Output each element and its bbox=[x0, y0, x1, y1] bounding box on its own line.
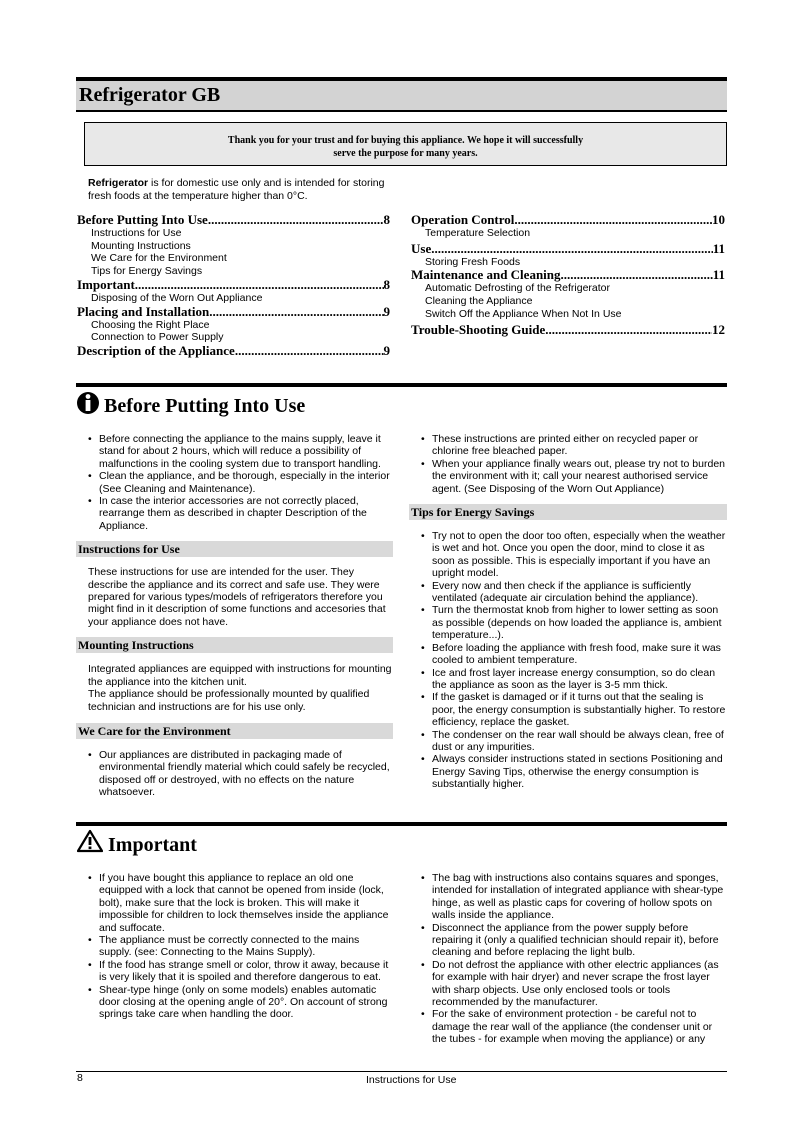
toc-sub[interactable]: Cleaning the Appliance bbox=[425, 295, 533, 308]
toc-sub[interactable]: Choosing the Right Place bbox=[91, 318, 210, 331]
list-item: • In case the interior accessories are not correctly placed, rearrange them as described in chapter Description of the Appliance. bbox=[88, 495, 393, 532]
toc-left bbox=[77, 213, 390, 358]
list-item: • If you have bought this appliance to replace an old one equipped with a lock that cannot be opened from inside (lock, bolt), make sure that the lock is broken. This will make it impossible for children to lock themselves inside the appliance and suffocate. bbox=[88, 872, 393, 934]
thank-you-line-1: Thank you for your trust and for buying this appliance. We hope it will successfully bbox=[227, 135, 584, 146]
list-item: • The bag with instructions also contains squares and sponges, intended for installation of integrated appliance with shear-type hinge, as well as plastic caps for covering of hollow spots on walls inside the appliance. bbox=[421, 872, 727, 922]
intro-bold: Refrigerator bbox=[88, 177, 149, 189]
important-left-column bbox=[76, 872, 393, 1021]
list-item: • Clean the appliance, and be thorough, especially in the interior (See Cleaning and Maintenance). bbox=[88, 470, 393, 495]
list-item: • If the food has strange smell or color, throw it away, because it is very likely that it is spoiled and therefore dangerous to eat. bbox=[88, 959, 393, 984]
list-item: • The appliance must be correctly connected to the mains supply. (see: Connecting to the Mains Supply). bbox=[88, 934, 393, 959]
toc-entry[interactable]: Description of the Appliance ..... 9 bbox=[77, 344, 390, 358]
toc-sub[interactable]: Disposing of the Worn Out Appliance bbox=[91, 291, 263, 304]
page-number: 8 bbox=[77, 1072, 83, 1084]
toc-right bbox=[411, 213, 725, 337]
info-icon bbox=[77, 390, 99, 421]
list-item: • Our appliances are distributed in packaging made of environmental friendly material which could safely be recycled, disposed off or destroyed, with no effects on the nature whatsoever. bbox=[88, 749, 393, 799]
list-item: • Before loading the appliance with fresh food, make sure it was cooled to ambient temperature. bbox=[421, 642, 727, 667]
toc-entry[interactable]: Use ..... 11 bbox=[411, 242, 725, 256]
list-item: • Shear-type hinge (only on some models) enables automatic door closing at the opening angle of 20°. On account of strong springs take care when handling the door. bbox=[88, 984, 393, 1021]
section-heading-important: Important bbox=[108, 834, 197, 856]
subheading-instructions: Instructions for Use bbox=[76, 541, 393, 557]
list-item: • Before connecting the appliance to the mains supply, leave it stand for about 2 hours, which will reduce a possibility of malfunctions in the cooling system due to transport handling. bbox=[88, 433, 393, 470]
list-item: • Do not defrost the appliance with other electric appliances (as for example with hair dryer) and never scrape the frost layer with sharp objects. Use only enclosed tools or tools recommended by the manufacturer. bbox=[421, 959, 727, 1009]
list-item: • For the sake of environment protection - be careful not to damage the rear wall of the appliance (the condenser unit or the tubes - for example when moving the appliance) or any bbox=[421, 1008, 727, 1045]
toc-sub[interactable]: We Care for the Environment bbox=[91, 252, 227, 265]
toc-entry[interactable]: Maintenance and Cleaning ..... 11 bbox=[411, 268, 725, 282]
toc-sub[interactable]: Tips for Energy Savings bbox=[91, 265, 203, 278]
list-item: • Every now and then check if the appliance is sufficiently ventilated (adequate air circulation behind the appliance). bbox=[421, 580, 727, 605]
footer-rule bbox=[76, 1071, 727, 1072]
section-heading-before: Before Putting Into Use bbox=[104, 395, 306, 417]
list-item: • If the gasket is damaged or if it turns out that the sealing is poor, the energy consumption is substantially higher. To restore efficiency, replace the gasket. bbox=[421, 691, 727, 728]
list-item: • When your appliance finally wears out, please try not to burden the environment with it; call your nearest authorised service agent. (See Disposing of the Worn Out Appliance) bbox=[421, 458, 727, 495]
list-item: • Disconnect the appliance from the power supply before repairing it (only a qualified technician should repair it), before cleaning and before replacing the light bulb. bbox=[421, 922, 727, 959]
intro-paragraph bbox=[88, 177, 388, 203]
list-item: • Try not to open the door too often, especially when the weather is wet and hot. Once you open the door, mind to close it as soon as possible. This is especially important if you have an upright model. bbox=[421, 530, 727, 580]
toc-entry[interactable]: Important ..... 8 bbox=[77, 278, 390, 292]
before-right-column bbox=[409, 433, 727, 791]
footer-label: Instructions for Use bbox=[366, 1074, 457, 1086]
intro-text: is for domestic use only and is intended for storing fresh foods at the temperature higher than 0°C. bbox=[88, 177, 385, 202]
mounting-paragraph-1: Integrated appliances are equipped with instructions for mounting the appliance into the kitchen unit. bbox=[88, 663, 392, 688]
toc-entry[interactable]: Before Putting Into Use ..... 8 bbox=[77, 213, 390, 227]
page-title: Refrigerator GB bbox=[79, 84, 221, 106]
toc-sub[interactable]: Switch Off the Appliance When Not In Use bbox=[425, 307, 622, 320]
title-band bbox=[76, 81, 727, 112]
warning-icon bbox=[77, 829, 103, 858]
toc-sub[interactable]: Instructions for Use bbox=[91, 227, 182, 239]
list-item: • Always consider instructions stated in sections Positioning and Energy Saving Tips, otherwise the energy consumption is substantially higher. bbox=[421, 753, 727, 790]
thank-you-line-2: serve the purpose for many years. bbox=[333, 148, 478, 159]
toc-sub[interactable]: Storing Fresh Foods bbox=[425, 255, 521, 268]
toc-sub[interactable]: Mounting Instructions bbox=[91, 239, 191, 252]
list-item: • These instructions are printed either on recycled paper or chlorine free bleached paper. bbox=[421, 433, 727, 458]
list-item: • Ice and frost layer increase energy consumption, so do clean the appliance as soon as the layer is 3-5 mm thick. bbox=[421, 667, 727, 692]
subheading-mounting: Mounting Instructions bbox=[76, 637, 393, 653]
toc-entry[interactable]: Placing and Installation ..... 9 bbox=[77, 305, 390, 319]
toc-sub[interactable]: Automatic Defrosting of the Refrigerator bbox=[425, 282, 611, 295]
toc-sub[interactable]: Temperature Selection bbox=[425, 227, 531, 239]
section-rule-important bbox=[76, 822, 727, 826]
mounting-paragraph-2: The appliance should be professionally mounted by qualified technician and instructions are for his use only. bbox=[88, 688, 370, 713]
list-item: • Turn the thermostat knob from higher to lower setting as soon as possible (depends on how loaded the appliance is, ambient temperature...). bbox=[421, 604, 727, 641]
before-left-column bbox=[76, 433, 393, 799]
thank-you-box bbox=[84, 122, 727, 166]
section-rule-before bbox=[76, 383, 727, 387]
important-right-column bbox=[409, 872, 727, 1046]
subheading-tips: Tips for Energy Savings bbox=[409, 504, 727, 520]
toc-entry[interactable]: Operation Control ..... 10 bbox=[411, 213, 725, 227]
toc-entry[interactable]: Trouble-Shooting Guide ..... 12 bbox=[411, 323, 725, 337]
subheading-environment: We Care for the Environment bbox=[76, 723, 393, 739]
list-item: • The condenser on the rear wall should be always clean, free of dust or any impurities. bbox=[421, 729, 727, 754]
toc-sub[interactable]: Connection to Power Supply bbox=[91, 331, 224, 344]
instructions-paragraph: These instructions for use are intended for the user. They describe the appliance and its correct and safe use. They were prepared for various types/models of refrigerators therefore you might find in it description of some functions and accesories that your appliance does not have. bbox=[88, 566, 386, 628]
